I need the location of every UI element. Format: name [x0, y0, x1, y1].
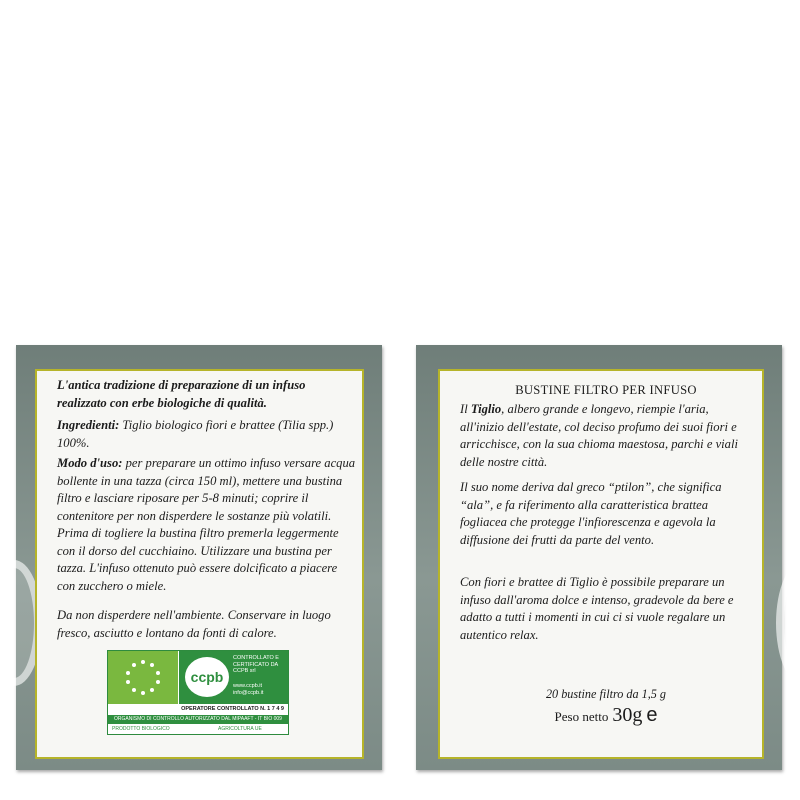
- p1-suffix: , albero grande e longevo, riempie l'aria, all'inizio dell'estate, col deciso profumo dei suoi fiori e arricchisce, con la sua chioma maestosa, parchi e viali delle nostre città.: [460, 402, 738, 469]
- eu-organic-leaf-icon: [108, 651, 178, 704]
- certification-logos: [107, 650, 289, 735]
- usage-label: Modo d'uso:: [57, 456, 123, 470]
- usage-text: [57, 455, 357, 595]
- info-card-left: [35, 369, 364, 759]
- description-paragraph-1: [460, 401, 752, 471]
- info-card-right: [438, 369, 764, 759]
- p1-prefix: Il: [460, 402, 471, 416]
- p1-bold-tiglio: Tiglio: [470, 402, 502, 416]
- description-paragraph-2: Il suo nome deriva dal greco “ptilon”, che significa “ala”, e fa riferimento alla caratteristica brattea fogliacea che protegge l'infiorescenza e agevola la diffusione dei frutti da parte del vento.: [460, 480, 722, 547]
- ccpb-certification-text: CONTROLLATO E CERTIFICATO DA CCPB srl: [233, 655, 279, 674]
- cup-decoration: [776, 560, 800, 686]
- net-weight-value: 30g: [612, 704, 643, 726]
- operator-code: [108, 704, 288, 715]
- ingredients-label: Ingredienti:: [57, 418, 120, 432]
- ingredients-value: Tiglio biologico fiori e brattee (Tilia spp.) 100%.: [57, 418, 334, 450]
- estimated-mark-icon: e: [646, 704, 658, 726]
- intro-text: L'antica tradizione di preparazione di un infuso realizzato con erbe biologiche di qualità.: [57, 378, 306, 410]
- disposal-text: Da non disperdere nell'ambiente. Conservare in luogo fresco, asciutto e lontano da fonti di calore.: [57, 608, 331, 640]
- ccpb-wordmark: ccpb: [190, 669, 224, 685]
- eu-agriculture-badge: AGRICOLTURA UE: [218, 726, 262, 732]
- net-weight-label: Peso netto: [554, 709, 609, 724]
- control-organism-text: ORGANISMO DI CONTROLLO AUTORIZZATO DAL MIPAAFT - IT BIO 009: [108, 715, 288, 724]
- net-weight: [460, 704, 752, 727]
- ccpb-contact-text: www.ccpb.it info@ccpb.it: [233, 683, 264, 696]
- sachet-count: 20 bustine filtro da 1,5 g: [545, 687, 667, 701]
- ingredients-text: [57, 417, 357, 452]
- ccpb-logo: [179, 651, 288, 704]
- origin-badges: [108, 724, 288, 734]
- description-paragraph-3: Con fiori e brattee di Tiglio è possibile preparare un infuso dall'aroma dolce e intenso, gradevole da bere e adatto a tutti i momenti in cui ci si vuole regalare un autentico relax.: [460, 575, 734, 642]
- package-back-panel-left: [16, 345, 382, 770]
- product-heading: BUSTINE FILTRO PER INFUSO: [515, 383, 697, 397]
- package-back-panel-right: [416, 345, 782, 770]
- operator-code-text: OPERATORE CONTROLLATO N. 1 7 4 9: [181, 706, 284, 712]
- organic-product-badge: PRODOTTO BIOLOGICO: [112, 726, 170, 732]
- usage-value: per preparare un ottimo infuso versare acqua bollente in una tazza (circa 150 ml), mettere una bustina filtro e lasciare riposare per 5-8 minuti; coprire il contenitore per non disperdere le sostanze più volatili. Prima di togliere la bustina filtro premerla leggermente con il dorso del cucchiaino. Utilizzare una bustina per tazza. L'infuso ottenuto può essere dolcificato a piacere con zucchero o miele.: [57, 456, 356, 593]
